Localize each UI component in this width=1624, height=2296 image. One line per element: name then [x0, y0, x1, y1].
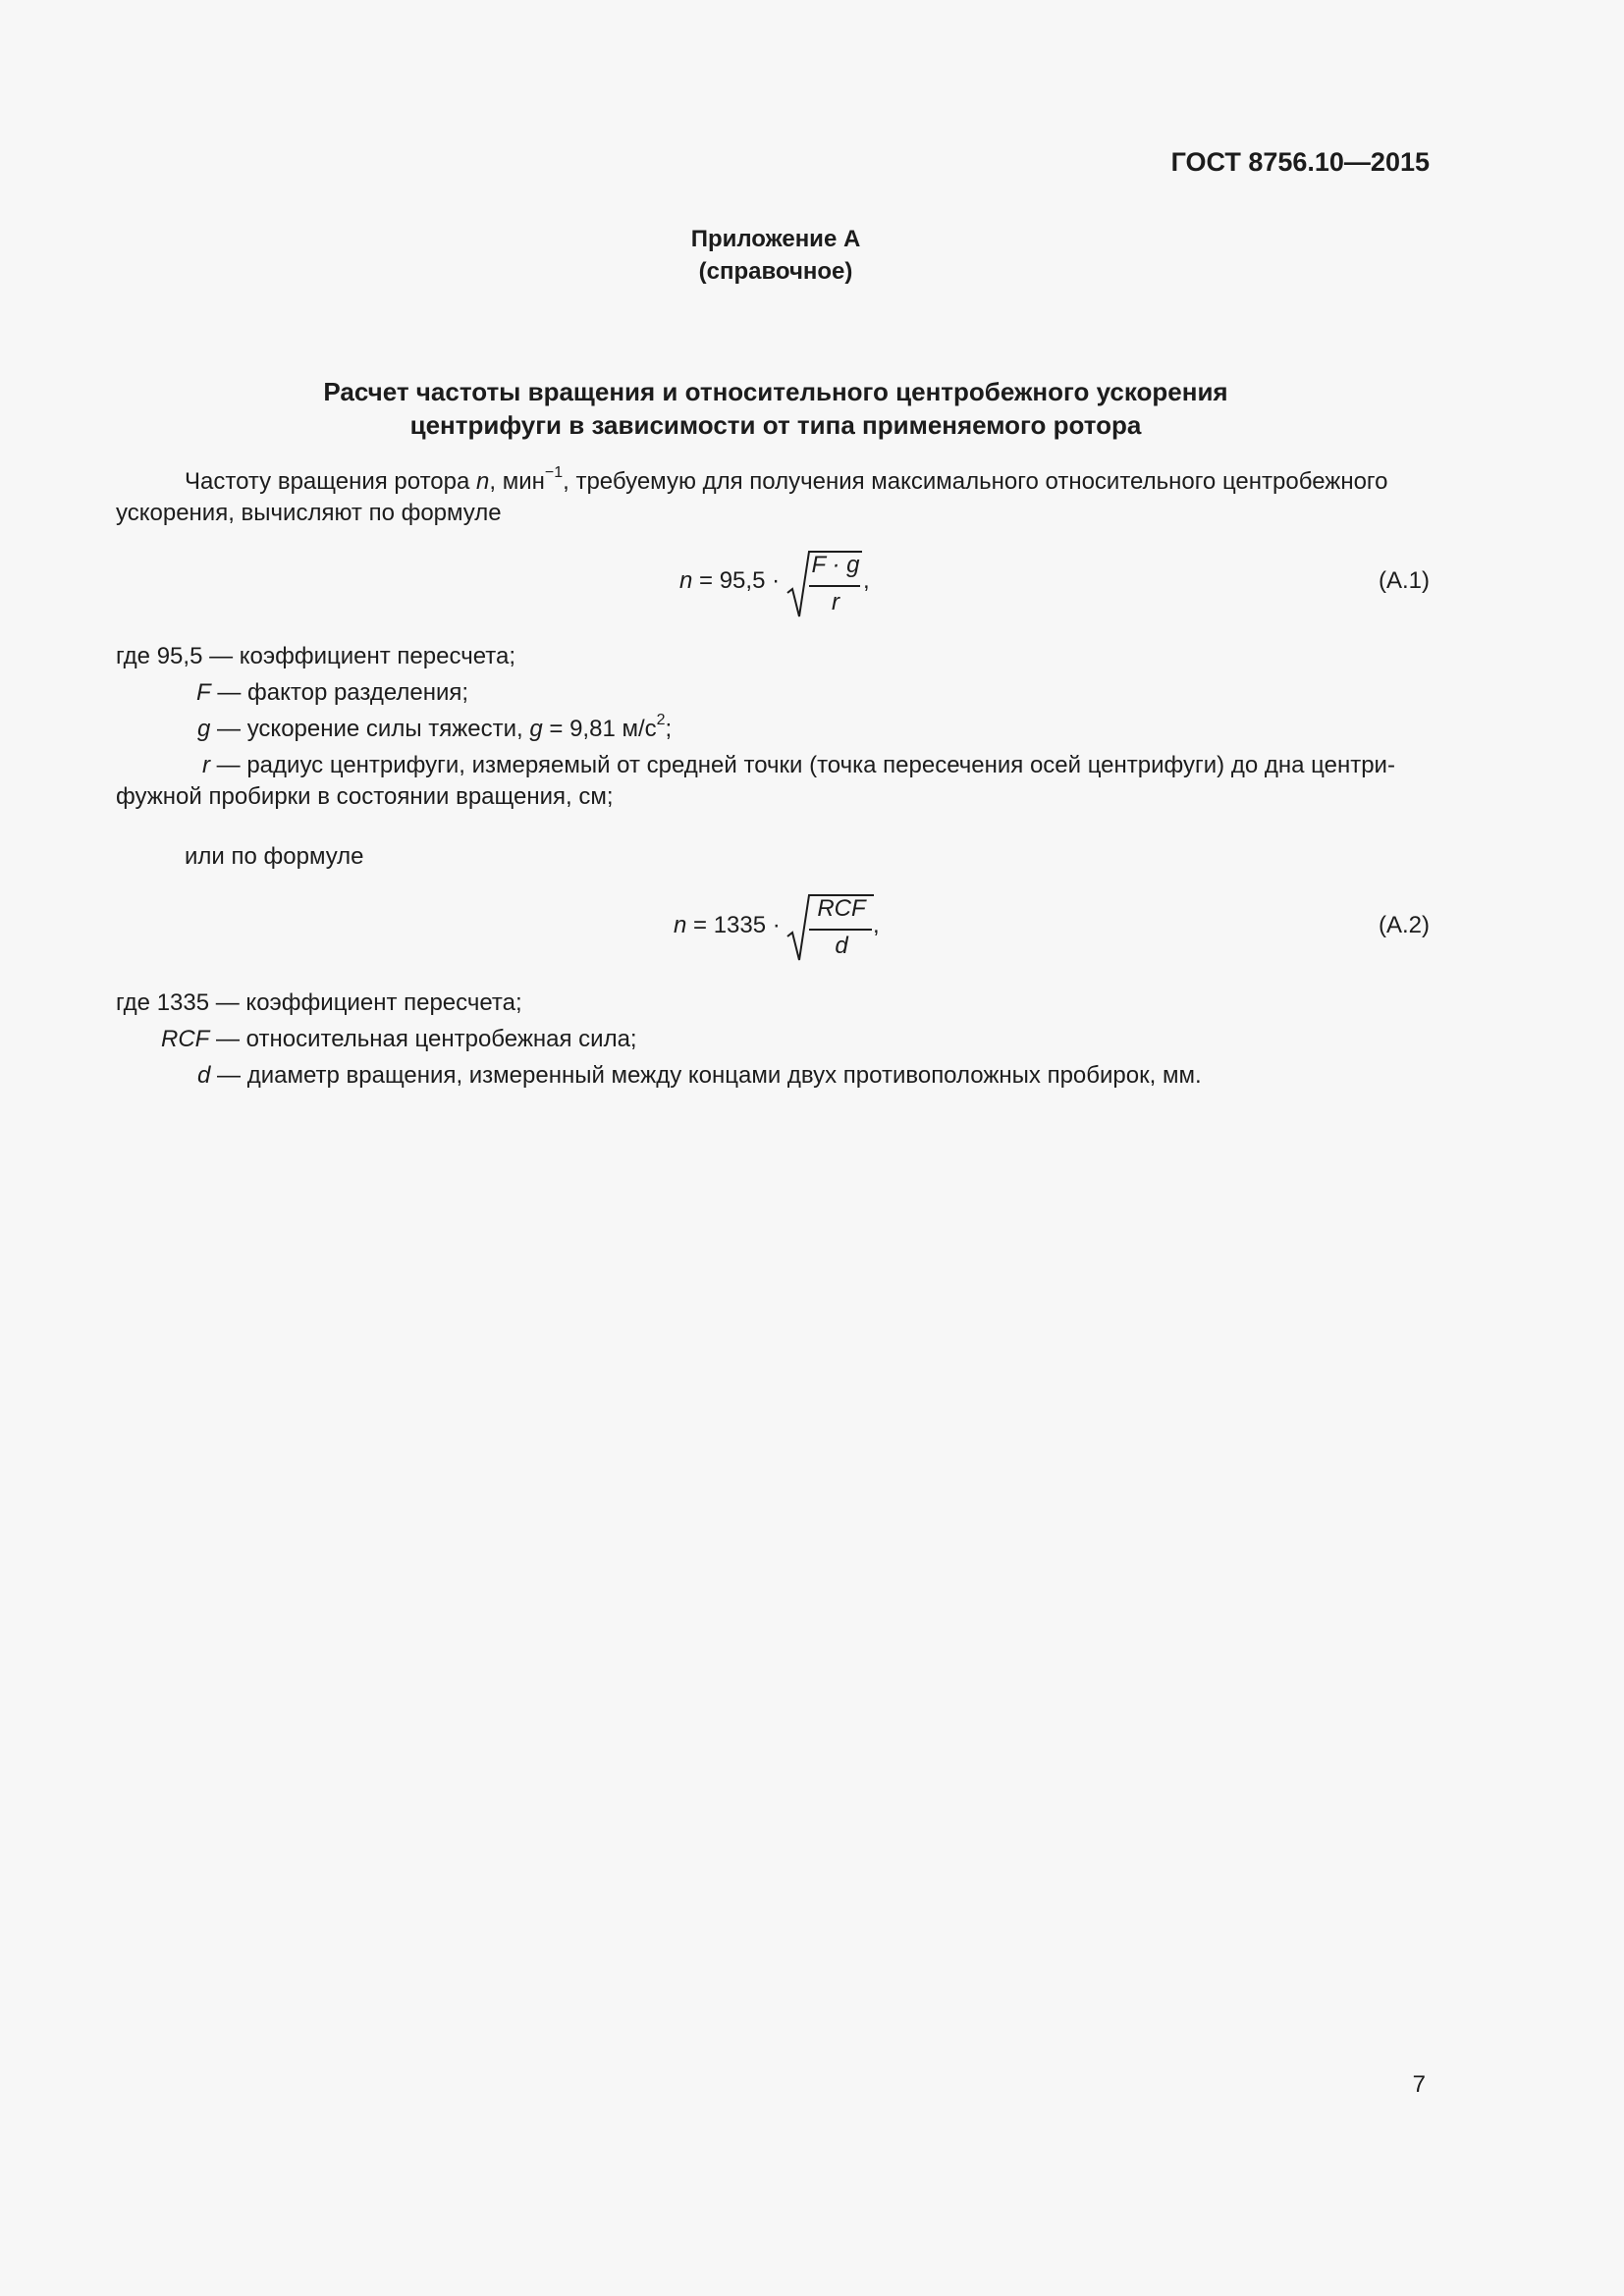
where1-item-2 [196, 679, 468, 707]
where2-item-2 [161, 1026, 637, 1053]
formula-a2-coef: = 1335 · [686, 912, 781, 938]
formula-a1-number: (А.1) [1378, 567, 1430, 594]
formula-a1-lhs [679, 567, 780, 595]
where-text: — радиус центрифуги, измеряемый от средней точки (точка пересечения осей центрифуги) до дна центри- [210, 752, 1395, 778]
formula-a1-comma: , [863, 567, 870, 594]
where1-continuation: фужной пробирки в состоянии вращения, см; [116, 783, 614, 810]
intro-var-n: n [476, 468, 490, 495]
document-code: ГОСТ 8756.10—2015 [1170, 147, 1430, 177]
section-title-line2: центрифуги в зависимости от типа применяемого ротора [409, 410, 1142, 440]
where-text: = 9,81 м/с [542, 716, 657, 742]
where-symbol: d [197, 1062, 211, 1089]
where-symbol: r [202, 752, 210, 778]
formula-a2-lhs [674, 912, 781, 939]
intro-text: , требуемую для получения максимального относительного центробежного [563, 468, 1388, 495]
where2-item-3 [197, 1062, 1202, 1090]
where-prefix: где [116, 989, 157, 1016]
where-text: — фактор разделения; [210, 679, 469, 706]
annex-subtitle: (справочное) [698, 258, 853, 285]
where-text: — ускорение силы тяжести, [210, 716, 530, 742]
where-text: — коэффициент пересчета; [209, 989, 522, 1016]
where1-item-4 [202, 752, 1395, 779]
where-prefix: где [116, 643, 157, 669]
formula-a1-var-n: n [679, 567, 693, 594]
formula-a2-denominator: d [835, 933, 848, 959]
page-number: 7 [1412, 2071, 1426, 2098]
where-text: — диаметр вращения, измеренный между концами двух противоположных пробирок, мм. [210, 1062, 1202, 1089]
intro-paragraph-line2: ускорения, вычисляют по формуле [116, 500, 502, 526]
where1-item-1 [116, 643, 515, 670]
where-text: — коэффициент пересчета; [202, 643, 515, 669]
where2-item-1 [116, 989, 522, 1017]
where-text: — относительная центробежная сила; [209, 1026, 637, 1052]
formula-a2-var-n: n [674, 912, 687, 938]
formula-a2-number: (А.2) [1378, 912, 1430, 938]
formula-a1-numerator: F · g [811, 552, 860, 578]
formula-a1-coef: = 95,5 · [692, 567, 781, 594]
formula-a2-numerator: RCF [817, 895, 866, 922]
intro-paragraph-line1 [185, 464, 1388, 496]
where-superscript: 2 [656, 712, 666, 728]
where1-item-3 [197, 712, 673, 743]
or-formula-text: или по формуле [185, 843, 364, 870]
formula-a1-denominator: r [832, 589, 839, 615]
where-symbol: F [196, 679, 211, 706]
section-title-line1: Расчет частоты вращения и относительного центробежного ускорения [323, 377, 1228, 406]
where-symbol: g [197, 716, 211, 742]
intro-text: Частоту вращения ротора [185, 468, 477, 495]
annex-title: Приложение А [690, 226, 861, 252]
where-symbol: 1335 [156, 989, 210, 1016]
where-text: ; [665, 716, 673, 742]
formula-a2-comma: , [873, 912, 880, 938]
where-symbol: RCF [161, 1026, 210, 1052]
intro-superscript: −1 [544, 464, 564, 481]
intro-text: , мин [489, 468, 545, 495]
where-symbol: 95,5 [156, 643, 203, 669]
where-var-g: g [529, 716, 543, 742]
